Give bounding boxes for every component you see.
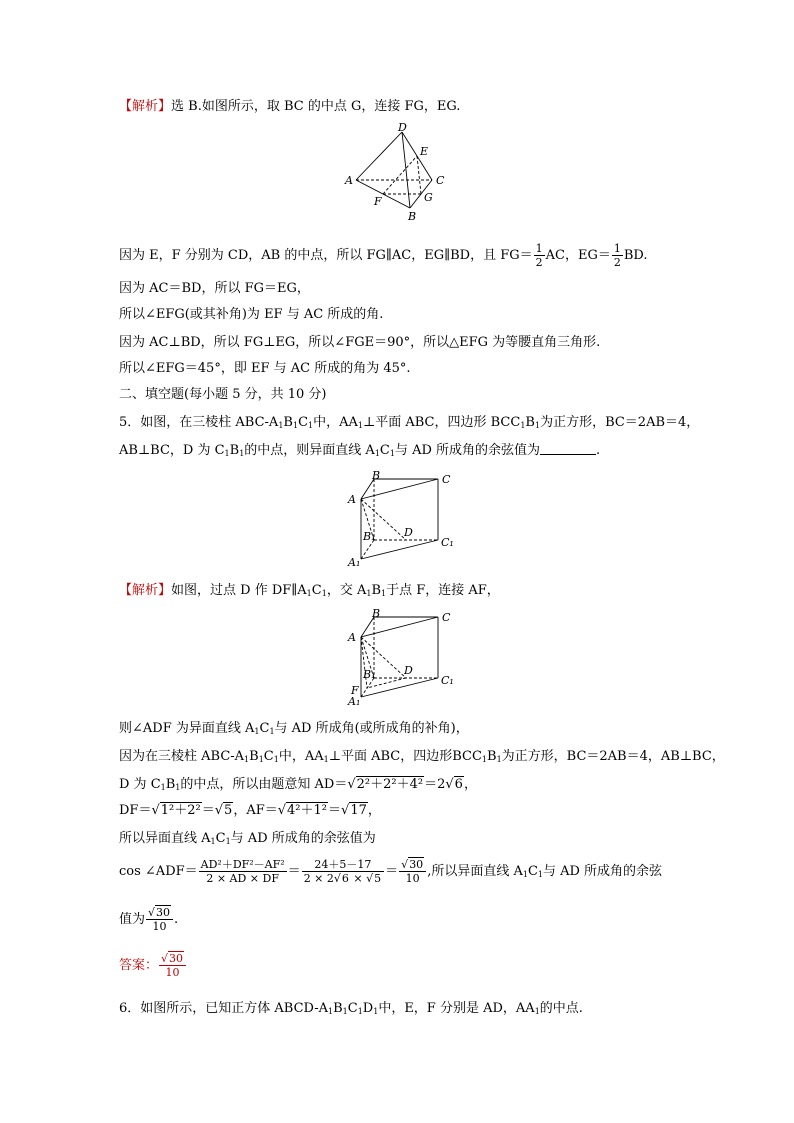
fraction-half [534, 242, 545, 269]
text: ＝ [328, 803, 342, 818]
edge-DA [356, 132, 402, 180]
sub: 1 [327, 1007, 334, 1016]
sol5-line1 [119, 720, 469, 741]
den: 2 × AD × DF [206, 872, 279, 885]
solution-tag: 【解析】 [119, 583, 172, 598]
radical-sign: √ [214, 803, 224, 818]
text: 与 AD 所成角的余弦值为 [394, 443, 541, 458]
q5-stem-line2 [119, 442, 600, 463]
label-A1: A₁ [348, 556, 361, 569]
text: C [215, 831, 226, 846]
text: 6．如图所示，已知正方体 ABCD-A [119, 1001, 328, 1016]
q4-intro: 选 B.如图所示，取 BC 的中点 G，连接 FG，EG. [171, 99, 461, 114]
text: 的中点，所以由题意知 AD＝ [180, 777, 348, 792]
fraction-numeric [302, 858, 384, 885]
text: 所以异面直线 A [119, 831, 211, 846]
sub: 1 [269, 727, 275, 736]
text: × [349, 872, 367, 885]
text: cos ∠ADF＝ [119, 864, 198, 879]
text: 的中点，则异面直线 A [244, 443, 375, 458]
text: DF＝ [119, 803, 152, 818]
tetrahedron-figure [340, 120, 460, 224]
text: ＝ [287, 864, 301, 879]
text: 为正方形，BC＝2AB＝4， [540, 415, 700, 430]
label-B1: B₁ [363, 668, 376, 681]
text: B [283, 415, 293, 430]
num: 1 [535, 242, 543, 255]
sol5-answer [119, 952, 187, 980]
text: C [527, 864, 538, 879]
text: ，AF＝ [233, 803, 278, 818]
label-C: C [442, 611, 451, 624]
radicand: 17 [350, 803, 367, 818]
sub: 1 [537, 870, 543, 879]
text: ,所以异面直线 A [427, 864, 523, 879]
den [302, 872, 384, 885]
label-G: G [424, 191, 433, 204]
radical-sign: √ [445, 777, 454, 792]
text: C [298, 415, 309, 430]
fraction-result [146, 906, 173, 933]
den: 2 [535, 256, 543, 269]
text: 与 AD 所成角(或所成角的补角)， [274, 721, 469, 736]
num: AD²＋DF²－AF² [200, 858, 285, 871]
radicand: 2²＋2²＋4² [356, 777, 424, 792]
text: B [333, 1001, 343, 1016]
sub: 1 [496, 755, 502, 764]
q4-line5: 所以∠EFG＝45°，即 EF 与 AC 所成的角为 45°. [119, 361, 411, 376]
sub: 1 [381, 589, 387, 598]
text: C [259, 721, 270, 736]
label-B: B [408, 210, 417, 223]
text: 与 AD 所成角的余弦 [542, 864, 663, 879]
text: 则∠ADF 为异面直线 A [119, 721, 255, 736]
text: ，交 A [326, 583, 367, 598]
text: ， [463, 777, 477, 792]
text: C [347, 1001, 358, 1016]
label-A: A [345, 174, 353, 187]
q4-line3: 所以∠EFG(或其补角)为 EF 与 AC 所成的角. [119, 307, 384, 322]
sub: 1 [278, 421, 284, 430]
sol5-line4 [119, 802, 381, 820]
label-B: B [372, 608, 381, 620]
text: . [174, 912, 179, 927]
sub: 1 [522, 870, 528, 879]
sub: 1 [323, 755, 329, 764]
sub: 1 [258, 755, 264, 764]
sub: 1 [342, 1007, 348, 1016]
den: 2 [613, 256, 621, 269]
num [146, 906, 173, 920]
sub: 1 [224, 449, 230, 458]
label-F: F [374, 195, 382, 208]
label-D: D [404, 664, 413, 677]
radical-sign: √ [277, 803, 287, 818]
section-heading: 二、填空题(每小题 5 分，共 10 分) [119, 387, 327, 402]
radical-sign: √ [401, 858, 409, 871]
text: B [525, 415, 535, 430]
fraction-half [612, 242, 623, 269]
radicand: 4²＋1² [287, 803, 327, 818]
text: ＝2 [424, 777, 446, 792]
q4-line1 [119, 242, 648, 269]
radical-sign: √ [347, 777, 356, 792]
sub: 1 [389, 449, 395, 458]
sub: 1 [210, 837, 216, 846]
text: 如图，过点 D 作 DF∥A [171, 583, 307, 598]
text: B [487, 749, 497, 764]
radicand: 5 [224, 803, 233, 818]
text: AB⊥BC，D 为 C [119, 443, 225, 458]
text: B [371, 583, 381, 598]
label-D: D [398, 121, 407, 134]
label-A: A [348, 631, 356, 644]
sub: 1 [357, 421, 363, 430]
q4-line2: 因为 AC＝BD，所以 FG＝EG， [119, 281, 310, 296]
text: C [263, 749, 274, 764]
text: . [596, 443, 601, 458]
label-C: C [442, 473, 451, 486]
label-C: C [436, 174, 445, 187]
text: 2 × 2 [303, 872, 334, 885]
sub: 1 [244, 755, 250, 764]
label-F: F [351, 684, 359, 697]
text: ⊥平面 ABC，四边形 BCC [363, 415, 521, 430]
label-D: D [404, 526, 413, 539]
text: 5．如图，在三棱柱 ABC-A [119, 415, 279, 430]
text: ＝ [385, 864, 399, 879]
sol5-line3 [119, 776, 477, 797]
sub: 1 [292, 421, 299, 430]
text: AC，EG＝ [545, 248, 611, 263]
den: 10 [165, 966, 180, 979]
radicand: 30 [409, 858, 424, 871]
text: 值为 [119, 912, 146, 927]
radicand: 1²＋2² [160, 803, 201, 818]
q4-intro-line [119, 98, 460, 116]
prism-figure [344, 470, 456, 570]
text: B [165, 777, 176, 792]
q4-line4: 因为 AC⊥BD，所以 FG⊥EG，所以∠FGE＝90°，所以△EFG 为等腰直角三角形. [119, 335, 601, 350]
q6-stem-line [119, 1000, 583, 1021]
label-B1: B₁ [363, 530, 376, 543]
text: BD. [623, 248, 648, 263]
sub: 1 [306, 589, 312, 598]
radicand: 6 [341, 872, 349, 885]
q5-stem-line1 [119, 414, 699, 435]
text: 为正方形，BC＝2AB＝4，AB⊥BC， [501, 749, 725, 764]
sub: 1 [357, 1007, 363, 1016]
text: 中，AA [313, 415, 358, 430]
answer-blank [540, 442, 596, 455]
text: 因为 E，F 分别为 CD，AB 的中点，所以 FG∥AC，EG∥BD，且 FG＝ [119, 248, 533, 263]
radical-sign: √ [366, 872, 374, 885]
sub: 1 [273, 755, 279, 764]
text: 与 AD 所成角的余弦值为 [230, 831, 376, 846]
text: 中，AA [278, 749, 324, 764]
radicand: 6 [454, 777, 463, 792]
sub: 1 [254, 727, 260, 736]
sub: 1 [374, 449, 380, 458]
segment-FE [383, 156, 417, 194]
num [399, 858, 426, 872]
sub: 1 [366, 589, 372, 598]
answer-fraction [159, 952, 186, 979]
text: ＝ [201, 803, 215, 818]
label-E: E [420, 145, 429, 158]
sol5-line5 [119, 830, 376, 851]
text: 于点 F，连接 AF， [386, 583, 500, 598]
sol5-line2 [119, 748, 725, 769]
radical-sign: √ [341, 803, 350, 818]
sub: 1 [520, 421, 526, 430]
sub: 1 [534, 421, 541, 430]
text: D [362, 1001, 374, 1016]
text: ， [367, 803, 381, 818]
num: 1 [613, 242, 621, 255]
den: 10 [152, 920, 167, 933]
num [159, 952, 186, 966]
fraction-cos-law [199, 858, 287, 885]
radicand: 30 [156, 906, 171, 919]
prism-figure-with-F [344, 608, 456, 708]
sub: 1 [321, 589, 327, 598]
radical-sign: √ [148, 906, 156, 919]
num: 24＋5－17 [302, 858, 384, 872]
radical-sign: √ [151, 803, 160, 818]
sol5-cos-formula [119, 858, 662, 889]
den: 10 [405, 872, 420, 885]
text: ⊥平面 ABC，四边形BCC [328, 749, 482, 764]
label-A: A [348, 493, 356, 506]
answer-label: 答案： [119, 958, 159, 973]
sol5-intro-line [119, 582, 500, 603]
sub: 1 [239, 449, 245, 458]
label-B: B [372, 470, 381, 482]
sub: 1 [175, 783, 181, 792]
solution-tag: 【解析】 [119, 99, 172, 114]
sol5-line7 [119, 906, 178, 934]
radical-sign: √ [161, 952, 169, 965]
text: 因为在三棱柱 ABC-A [119, 749, 245, 764]
sub: 1 [225, 837, 231, 846]
sub: 1 [481, 755, 487, 764]
label-C1: C₁ [441, 674, 454, 687]
label-A1: A₁ [348, 695, 361, 708]
radicand: 30 [169, 952, 184, 965]
text: C [379, 443, 390, 458]
sub: 1 [160, 783, 166, 792]
radical-sign: √ [333, 872, 341, 885]
text: D 为 C [119, 777, 161, 792]
fraction-result [399, 858, 426, 885]
text: C [311, 583, 322, 598]
radicand: 5 [374, 872, 382, 885]
sub: 1 [373, 1007, 379, 1016]
sub: 1 [308, 421, 314, 430]
text: B [229, 443, 240, 458]
text: 的中点. [539, 1001, 583, 1016]
label-C1: C₁ [441, 536, 454, 549]
text: B [249, 749, 259, 764]
text: 中，E，F 分别是 AD，AA [378, 1001, 535, 1016]
sub: 1 [534, 1007, 540, 1016]
